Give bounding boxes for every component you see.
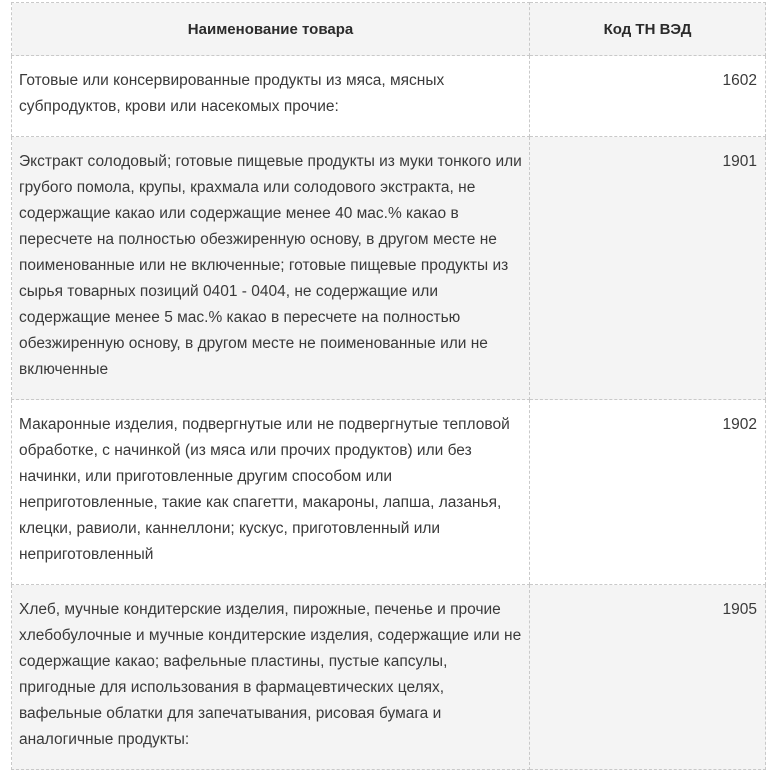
tn-ved-code-cell: 1901 (530, 137, 766, 400)
goods-table (11, 2, 766, 770)
table-header-row (12, 3, 766, 56)
header-product-name: Наименование товара (12, 3, 530, 56)
product-name-cell: Готовые или консервированные продукты из мяса, мясных субпродуктов, крови или насекомых прочие: (12, 56, 530, 137)
table-row (12, 137, 766, 400)
product-name-cell: Хлеб, мучные кондитерские изделия, пирожные, печенье и прочие хлебобулочные и мучные кондитерские изделия, содержащие или не содержащие какао; вафельные пластины, пустые капсулы, пригодные для использования в фармацевтических целях, вафельные облатки для запечатывания, рисовая бумага и аналогичные продукты: (12, 585, 530, 770)
table-row (12, 400, 766, 585)
tn-ved-code-cell: 1905 (530, 585, 766, 770)
header-tn-ved-code: Код ТН ВЭД (530, 3, 766, 56)
table-row (12, 56, 766, 137)
product-name-cell: Макаронные изделия, подвергнутые или не подвергнутые тепловой обработке, с начинкой (из мяса или прочих продуктов) или без начинки, или приготовленные другим способом или неприготовленные, такие как спагетти, макароны, лапша, лазанья, клецки, равиоли, каннеллони; кускус, приготовленный или неприготовленный (12, 400, 530, 585)
tn-ved-code-cell: 1602 (530, 56, 766, 137)
table-row (12, 585, 766, 770)
tn-ved-code-cell: 1902 (530, 400, 766, 585)
product-name-cell: Экстракт солодовый; готовые пищевые продукты из муки тонкого или грубого помола, крупы, крахмала или солодового экстракта, не содержащие какао или содержащие менее 40 мас.% какао в пересчете на полностью обезжиренную основу, в другом месте не поименованные или не включенные; готовые пищевые продукты из сырья товарных позиций 0401 - 0404, не содержащие или содержащие менее 5 мас.% какао в пересчете на полностью обезжиренную основу, в другом месте не поименованные или не включенные (12, 137, 530, 400)
